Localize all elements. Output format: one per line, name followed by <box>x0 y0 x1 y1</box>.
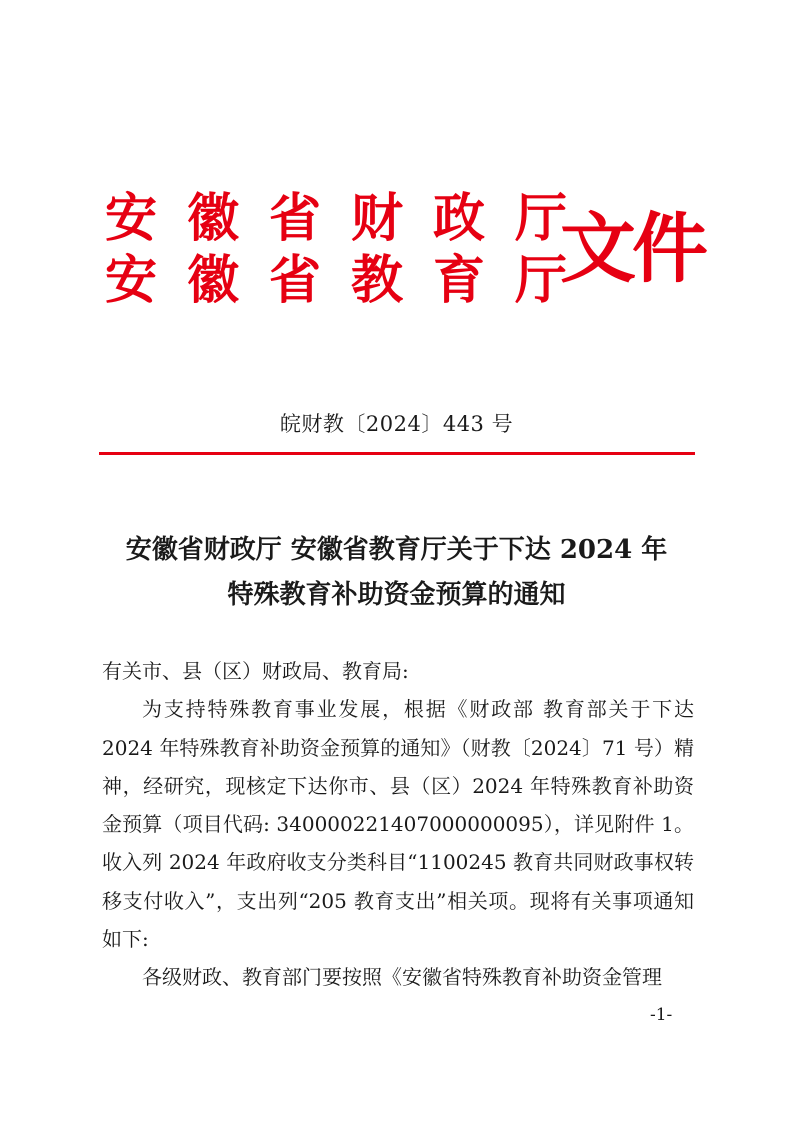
page-number: -1- <box>650 1005 673 1025</box>
title-line-1: 安徽省财政厅 安徽省教育厅关于下达 2024 年 <box>125 535 668 565</box>
header-suffix: 文件 <box>560 204 704 293</box>
title-line-2: 特殊教育补助资金预算的通知 <box>227 580 566 610</box>
document-number: 皖财教〔2024〕443 号 <box>279 412 514 436</box>
header-issuer-education: 安徽省教育厅 <box>105 250 598 311</box>
header-issuer-finance: 安徽省财政厅 <box>105 188 598 249</box>
red-divider <box>99 452 695 455</box>
body-paragraph-1: 为支持特殊教育事业发展，根据《财政部 教育部关于下达 2024 年特殊教育补助资金预算的通知》（财教〔2024〕71 号）精神，经研究，现核定下达你市、县（区）2024 年特殊教育补助资金预算（项目代码: 340000221407000000095），详见附件 1。收入列 2024 年政府收支分类科目“1100245 教育共同财政事权转移支付收入”，支出列“205 教育支出”相关项。现将有关事项通知如下: <box>102 697 694 952</box>
body-paragraph-2: 各级财政、教育部门要按照《安徽省特殊教育补助资金管理 <box>142 965 662 990</box>
document-body <box>102 652 694 997</box>
salutation: 有关市、县（区）财政局、教育局: <box>102 659 409 683</box>
document-title <box>90 528 703 618</box>
document-header <box>105 185 705 315</box>
